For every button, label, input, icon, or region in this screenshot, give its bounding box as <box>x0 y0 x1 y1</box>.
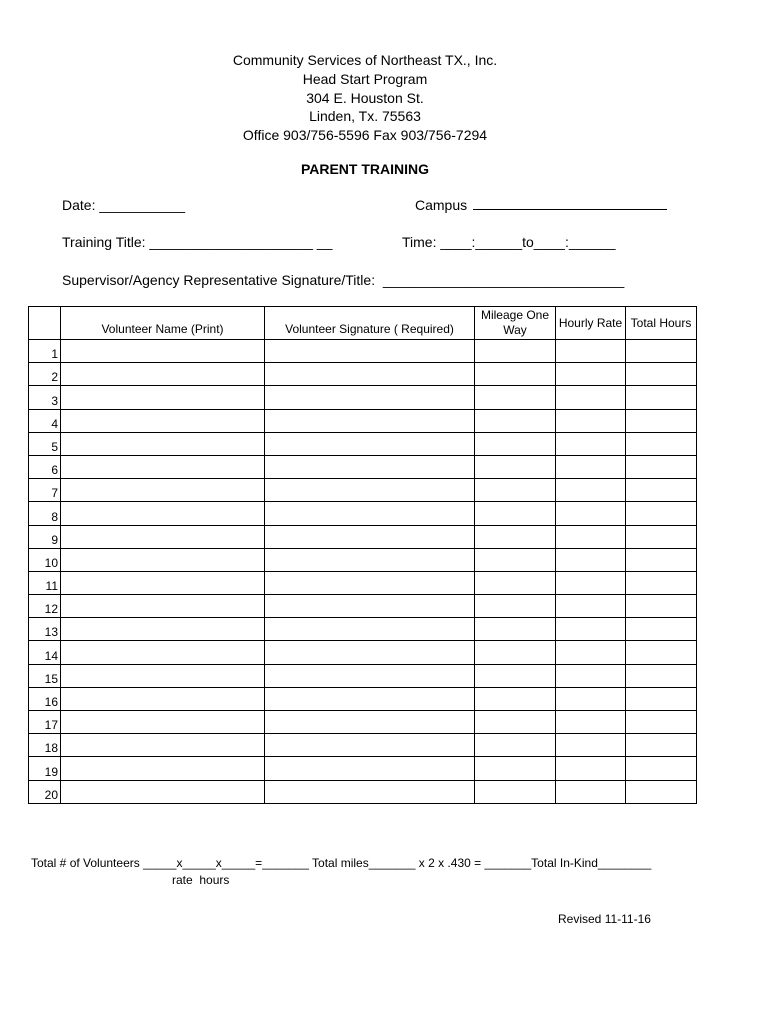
row-number: 8 <box>29 502 61 525</box>
table-row <box>29 687 697 710</box>
total-hours-cell[interactable] <box>626 479 697 502</box>
row-number: 13 <box>29 618 61 641</box>
volunteer-name-cell[interactable] <box>61 455 265 478</box>
hourly-rate-cell[interactable] <box>556 618 626 641</box>
table-row <box>29 571 697 594</box>
volunteer-name-cell[interactable] <box>61 571 265 594</box>
row-number: 16 <box>29 687 61 710</box>
mileage-cell[interactable] <box>475 363 556 386</box>
street-address: 304 E. Houston St. <box>306 90 424 106</box>
volunteer-signature-cell[interactable] <box>265 618 475 641</box>
table-row <box>29 734 697 757</box>
mileage-header: Mileage One Way <box>475 307 556 340</box>
volunteer-signature-cell[interactable] <box>265 363 475 386</box>
total-hours-header: Total Hours <box>626 307 697 340</box>
total-hours-cell[interactable] <box>626 687 697 710</box>
mileage-cell[interactable] <box>475 432 556 455</box>
totals-line: Total # of Volunteers _____x_____x_____=_______ Total miles_______ x 2 x .430 = _______Total In-Kind________ <box>31 856 652 870</box>
row-number-header <box>29 307 61 340</box>
total-hours-cell[interactable] <box>626 363 697 386</box>
row-number: 19 <box>29 757 61 780</box>
total-hours-cell[interactable] <box>626 548 697 571</box>
volunteer-signature-cell[interactable] <box>265 502 475 525</box>
hourly-rate-cell[interactable] <box>556 571 626 594</box>
rate-hours-label: rate hours <box>172 873 230 887</box>
row-number: 17 <box>29 711 61 734</box>
volunteer-signature-cell[interactable] <box>265 734 475 757</box>
table-row <box>29 386 697 409</box>
volunteer-signature-cell[interactable] <box>265 479 475 502</box>
table-row <box>29 618 697 641</box>
volunteer-name-cell[interactable] <box>61 664 265 687</box>
hourly-rate-cell[interactable] <box>556 502 626 525</box>
volunteer-name-cell[interactable] <box>61 502 265 525</box>
date-field[interactable]: Date: ___________ <box>62 197 185 213</box>
volunteer-name-cell[interactable] <box>61 641 265 664</box>
total-hours-cell[interactable] <box>626 664 697 687</box>
time-field[interactable]: Time: ____:______to____:______ <box>402 234 616 250</box>
total-hours-cell[interactable] <box>626 340 697 363</box>
total-hours-cell[interactable] <box>626 734 697 757</box>
volunteer-signature-cell[interactable] <box>265 386 475 409</box>
mileage-cell[interactable] <box>475 618 556 641</box>
volunteer-signature-header: Volunteer Signature ( Required) <box>265 307 475 340</box>
form-title: PARENT TRAINING <box>300 161 430 177</box>
volunteer-name-cell[interactable] <box>61 340 265 363</box>
supervisor-signature-field[interactable]: Supervisor/Agency Representative Signature/Title: _______________________________ <box>62 272 625 288</box>
org-name: Community Services of Northeast TX., Inc. <box>232 52 498 68</box>
hourly-rate-cell[interactable] <box>556 479 626 502</box>
total-hours-cell[interactable] <box>626 409 697 432</box>
campus-label: Campus <box>415 197 468 213</box>
total-hours-cell[interactable] <box>626 780 697 803</box>
mileage-cell[interactable] <box>475 455 556 478</box>
row-number: 9 <box>29 525 61 548</box>
hourly-rate-cell[interactable] <box>556 664 626 687</box>
hourly-rate-header: Hourly Rate <box>556 307 626 340</box>
hourly-rate-cell[interactable] <box>556 455 626 478</box>
total-hours-cell[interactable] <box>626 386 697 409</box>
table-row <box>29 409 697 432</box>
table-row <box>29 780 697 803</box>
volunteer-table <box>28 306 697 804</box>
row-number: 20 <box>29 780 61 803</box>
volunteer-name-header: Volunteer Name (Print) <box>61 307 265 340</box>
volunteer-name-cell[interactable] <box>61 687 265 710</box>
volunteer-signature-cell[interactable] <box>265 711 475 734</box>
volunteer-signature-cell[interactable] <box>265 571 475 594</box>
volunteer-name-cell[interactable] <box>61 386 265 409</box>
hourly-rate-cell[interactable] <box>556 734 626 757</box>
mileage-cell[interactable] <box>475 757 556 780</box>
hourly-rate-cell[interactable] <box>556 780 626 803</box>
table-row <box>29 479 697 502</box>
volunteer-signature-cell[interactable] <box>265 664 475 687</box>
table-row <box>29 455 697 478</box>
volunteer-signature-cell[interactable] <box>265 548 475 571</box>
hourly-rate-cell[interactable] <box>556 432 626 455</box>
total-hours-cell[interactable] <box>626 595 697 618</box>
volunteer-name-cell[interactable] <box>61 757 265 780</box>
volunteer-name-cell[interactable] <box>61 595 265 618</box>
row-number: 4 <box>29 409 61 432</box>
row-number: 14 <box>29 641 61 664</box>
volunteer-signature-cell[interactable] <box>265 687 475 710</box>
row-number: 7 <box>29 479 61 502</box>
row-number: 12 <box>29 595 61 618</box>
total-hours-cell[interactable] <box>626 525 697 548</box>
volunteer-name-cell[interactable] <box>61 711 265 734</box>
row-number: 15 <box>29 664 61 687</box>
training-title-field[interactable]: Training Title: _____________________ __ <box>62 234 333 250</box>
city-address: Linden, Tx. 75563 <box>309 108 421 124</box>
volunteer-signature-cell[interactable] <box>265 757 475 780</box>
mileage-cell[interactable] <box>475 409 556 432</box>
mileage-cell[interactable] <box>475 595 556 618</box>
mileage-cell[interactable] <box>475 548 556 571</box>
total-hours-cell[interactable] <box>626 711 697 734</box>
hourly-rate-cell[interactable] <box>556 386 626 409</box>
hourly-rate-cell[interactable] <box>556 757 626 780</box>
table-row <box>29 711 697 734</box>
hourly-rate-cell[interactable] <box>556 641 626 664</box>
mileage-cell[interactable] <box>475 340 556 363</box>
row-number: 3 <box>29 386 61 409</box>
volunteer-signature-cell[interactable] <box>265 432 475 455</box>
table-row <box>29 363 697 386</box>
row-number: 2 <box>29 363 61 386</box>
row-number: 11 <box>29 571 61 594</box>
mileage-cell[interactable] <box>475 664 556 687</box>
volunteer-name-cell[interactable] <box>61 432 265 455</box>
table-row <box>29 595 697 618</box>
mileage-cell[interactable] <box>475 711 556 734</box>
total-hours-cell[interactable] <box>626 432 697 455</box>
mileage-cell[interactable] <box>475 386 556 409</box>
campus-field[interactable] <box>415 197 667 213</box>
volunteer-name-cell[interactable] <box>61 479 265 502</box>
volunteer-signature-cell[interactable] <box>265 595 475 618</box>
total-hours-cell[interactable] <box>626 502 697 525</box>
total-hours-cell[interactable] <box>626 641 697 664</box>
hourly-rate-cell[interactable] <box>556 711 626 734</box>
table-row <box>29 548 697 571</box>
hourly-rate-cell[interactable] <box>556 595 626 618</box>
hourly-rate-cell[interactable] <box>556 363 626 386</box>
row-number: 10 <box>29 548 61 571</box>
volunteer-signature-cell[interactable] <box>265 409 475 432</box>
row-number: 5 <box>29 432 61 455</box>
total-hours-cell[interactable] <box>626 757 697 780</box>
row-number: 6 <box>29 455 61 478</box>
mileage-cell[interactable] <box>475 502 556 525</box>
table-row <box>29 340 697 363</box>
volunteer-name-cell[interactable] <box>61 780 265 803</box>
volunteer-signature-cell[interactable] <box>265 780 475 803</box>
total-hours-cell[interactable] <box>626 571 697 594</box>
mileage-cell[interactable] <box>475 571 556 594</box>
mileage-cell[interactable] <box>475 641 556 664</box>
revision-date: Revised 11-11-16 <box>558 912 651 926</box>
mileage-cell[interactable] <box>475 734 556 757</box>
hourly-rate-cell[interactable] <box>556 340 626 363</box>
hourly-rate-cell[interactable] <box>556 525 626 548</box>
volunteer-signature-cell[interactable] <box>265 455 475 478</box>
mileage-cell[interactable] <box>475 525 556 548</box>
volunteer-name-cell[interactable] <box>61 409 265 432</box>
hourly-rate-cell[interactable] <box>556 687 626 710</box>
row-number: 1 <box>29 340 61 363</box>
program-name: Head Start Program <box>302 71 428 87</box>
mileage-cell[interactable] <box>475 479 556 502</box>
volunteer-signature-cell[interactable] <box>265 525 475 548</box>
volunteer-name-cell[interactable] <box>61 734 265 757</box>
volunteer-name-cell[interactable] <box>61 618 265 641</box>
mileage-cell[interactable] <box>475 687 556 710</box>
hourly-rate-cell[interactable] <box>556 409 626 432</box>
mileage-cell[interactable] <box>475 780 556 803</box>
table-row <box>29 502 697 525</box>
total-hours-cell[interactable] <box>626 618 697 641</box>
campus-blank-line[interactable] <box>473 197 667 210</box>
volunteer-signature-cell[interactable] <box>265 340 475 363</box>
table-row <box>29 525 697 548</box>
total-hours-cell[interactable] <box>626 455 697 478</box>
table-row <box>29 432 697 455</box>
volunteer-name-cell[interactable] <box>61 548 265 571</box>
table-header-row <box>29 307 697 340</box>
table-row <box>29 641 697 664</box>
volunteer-name-cell[interactable] <box>61 525 265 548</box>
volunteer-signature-cell[interactable] <box>265 641 475 664</box>
table-row <box>29 757 697 780</box>
phone-fax: Office 903/756-5596 Fax 903/756-7294 <box>242 127 488 143</box>
hourly-rate-cell[interactable] <box>556 548 626 571</box>
table-row <box>29 664 697 687</box>
volunteer-name-cell[interactable] <box>61 363 265 386</box>
row-number: 18 <box>29 734 61 757</box>
